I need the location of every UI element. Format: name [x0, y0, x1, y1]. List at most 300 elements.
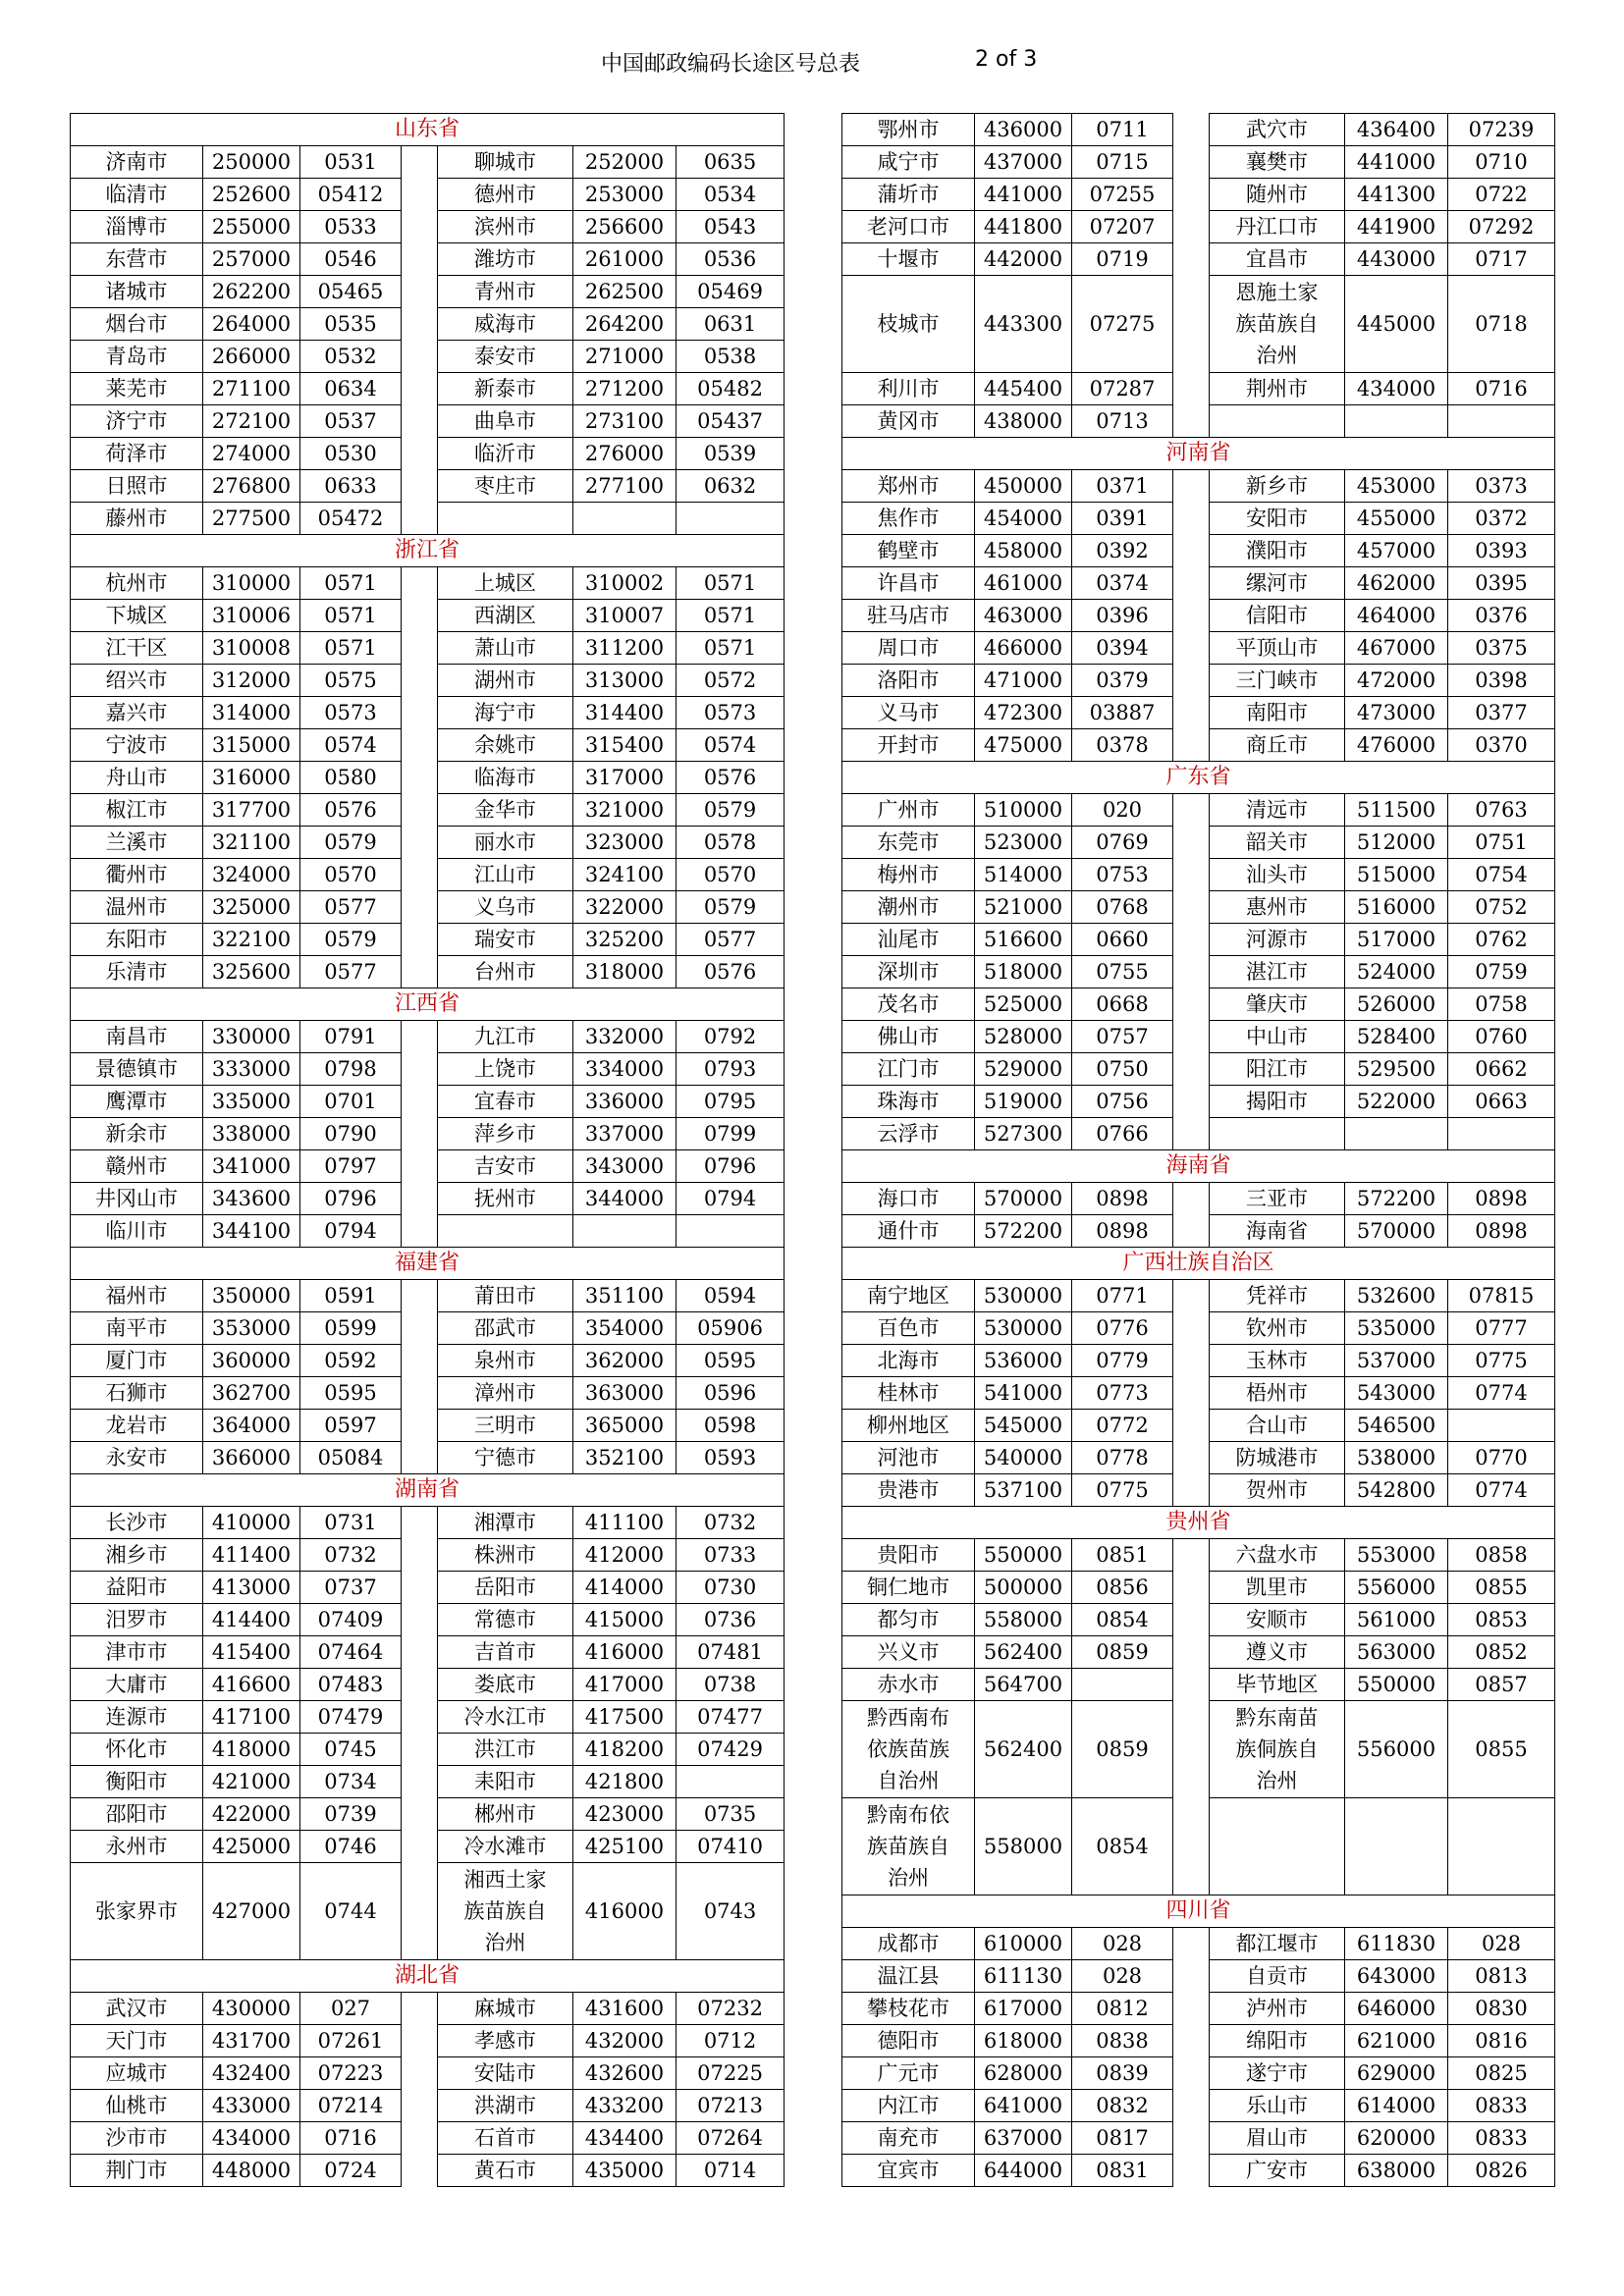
postal-code: 423000 — [573, 1798, 677, 1831]
city: 贵阳市 — [842, 1539, 975, 1572]
area-code: 07232 — [677, 1993, 785, 2025]
table-row — [842, 1993, 1555, 2025]
column-separator — [402, 1086, 438, 1118]
postal-code: 264200 — [573, 308, 677, 341]
table-row — [71, 1539, 785, 1572]
province-header-row — [71, 535, 785, 567]
area-code: 0772 — [1072, 1410, 1173, 1442]
city: 益阳市 — [71, 1572, 203, 1604]
city: 南宁地区 — [842, 1280, 975, 1312]
area-code: 0779 — [1072, 1345, 1173, 1377]
postal-code: 311200 — [573, 632, 677, 665]
area-code: 0701 — [300, 1086, 402, 1118]
postal-code: 364000 — [203, 1410, 300, 1442]
city: 临沂市 — [438, 438, 573, 470]
area-code: 0378 — [1072, 729, 1173, 762]
table-row — [842, 891, 1555, 924]
city: 温江县 — [842, 1960, 975, 1993]
column-separator — [1173, 243, 1210, 276]
city: 内江市 — [842, 2090, 975, 2122]
city: 海宁市 — [438, 697, 573, 729]
table-row — [71, 1280, 785, 1312]
postal-code: 262500 — [573, 276, 677, 308]
area-code: 0759 — [1448, 956, 1555, 988]
area-code: 07287 — [1072, 373, 1173, 405]
postal-code: 427000 — [203, 1863, 300, 1960]
column-separator — [1173, 1960, 1210, 1993]
column-separator — [402, 2025, 438, 2057]
area-code: 0571 — [300, 600, 402, 632]
city: 信阳市 — [1210, 600, 1345, 632]
column-separator — [1173, 988, 1210, 1021]
area-code: 0576 — [677, 956, 785, 988]
area-code: 0571 — [677, 600, 785, 632]
table-row — [842, 2025, 1555, 2057]
postal-code: 441300 — [1345, 179, 1448, 211]
postal-code: 441000 — [1345, 146, 1448, 179]
city: 衡阳市 — [71, 1766, 203, 1798]
city: 玉林市 — [1210, 1345, 1345, 1377]
area-code: 0774 — [1448, 1474, 1555, 1507]
province-name: 浙江省 — [71, 535, 785, 567]
city: 南充市 — [842, 2122, 975, 2155]
postal-code: 310002 — [573, 567, 677, 600]
table-row — [71, 243, 785, 276]
city: 新余市 — [71, 1118, 203, 1150]
area-code: 0793 — [677, 1053, 785, 1086]
area-code: 0859 — [1072, 1701, 1173, 1798]
area-code: 0736 — [677, 1604, 785, 1636]
postal-code: 343600 — [203, 1183, 300, 1215]
table-row — [71, 1669, 785, 1701]
postal-code: 433200 — [573, 2090, 677, 2122]
province-header-row — [842, 1248, 1555, 1280]
table-row — [842, 697, 1555, 729]
area-code: 0898 — [1072, 1183, 1173, 1215]
postal-code: 541000 — [975, 1377, 1072, 1410]
column-separator — [1173, 697, 1210, 729]
column-separator — [402, 503, 438, 535]
postal-code: 448000 — [203, 2155, 300, 2187]
table-row — [842, 2057, 1555, 2090]
postal-code: 315400 — [573, 729, 677, 762]
table-row — [71, 341, 785, 373]
table-row — [842, 600, 1555, 632]
area-code: 0534 — [677, 179, 785, 211]
column-separator — [1173, 146, 1210, 179]
city: 邵阳市 — [71, 1798, 203, 1831]
postal-code: 528000 — [975, 1021, 1072, 1053]
postal-code: 432400 — [203, 2057, 300, 2090]
area-code: 0579 — [300, 924, 402, 956]
city: 仙桃市 — [71, 2090, 203, 2122]
area-code: 0374 — [1072, 567, 1173, 600]
table-row — [71, 1507, 785, 1539]
postal-code: 255000 — [203, 211, 300, 243]
table-row — [71, 2057, 785, 2090]
area-code: 0376 — [1448, 600, 1555, 632]
city: 大庸市 — [71, 1669, 203, 1701]
area-code: 0791 — [300, 1021, 402, 1053]
area-code: 07223 — [300, 2057, 402, 2090]
city: 遂宁市 — [1210, 2057, 1345, 2090]
table-row — [71, 1312, 785, 1345]
area-code: 0391 — [1072, 503, 1173, 535]
postal-code: 412000 — [573, 1539, 677, 1572]
column-separator — [402, 405, 438, 438]
city: 郴州市 — [438, 1798, 573, 1831]
postal-code: 431700 — [203, 2025, 300, 2057]
column-separator — [1173, 373, 1210, 405]
column-separator — [1173, 665, 1210, 697]
area-code — [1448, 1118, 1555, 1150]
city: 长沙市 — [71, 1507, 203, 1539]
city: 许昌市 — [842, 567, 975, 600]
column-separator — [1173, 1053, 1210, 1086]
table-row — [842, 243, 1555, 276]
postal-code: 274000 — [203, 438, 300, 470]
column-separator — [1173, 470, 1210, 503]
column-separator — [1173, 859, 1210, 891]
postal-code: 618000 — [975, 2025, 1072, 2057]
postal-code: 335000 — [203, 1086, 300, 1118]
area-code: 05084 — [300, 1442, 402, 1474]
area-code: 07213 — [677, 2090, 785, 2122]
area-code: 0715 — [1072, 146, 1173, 179]
area-code: 0714 — [677, 2155, 785, 2187]
area-code: 07264 — [677, 2122, 785, 2155]
area-code: 0743 — [677, 1863, 785, 1960]
column-separator — [402, 600, 438, 632]
postal-code: 338000 — [203, 1118, 300, 1150]
postal-code: 472300 — [975, 697, 1072, 729]
postal-code: 621000 — [1345, 2025, 1448, 2057]
postal-code: 435000 — [573, 2155, 677, 2187]
city: 台州市 — [438, 956, 573, 988]
city: 河源市 — [1210, 924, 1345, 956]
postal-code: 415400 — [203, 1636, 300, 1669]
table-row — [842, 1345, 1555, 1377]
postal-code: 546500 — [1345, 1410, 1448, 1442]
province-header-row — [842, 1150, 1555, 1183]
city: 枣庄市 — [438, 470, 573, 503]
area-code: 0898 — [1448, 1215, 1555, 1248]
city: 成都市 — [842, 1928, 975, 1960]
postal-code: 414000 — [573, 1572, 677, 1604]
table-row — [842, 859, 1555, 891]
area-code: 0530 — [300, 438, 402, 470]
column-separator — [402, 1410, 438, 1442]
city: 张家界市 — [71, 1863, 203, 1960]
area-code: 0711 — [1072, 114, 1173, 146]
area-code: 0798 — [300, 1053, 402, 1086]
postal-code: 418000 — [203, 1734, 300, 1766]
column-separator — [402, 1539, 438, 1572]
city: 十堰市 — [842, 243, 975, 276]
postal-code: 325600 — [203, 956, 300, 988]
postal-code: 354000 — [573, 1312, 677, 1345]
column-separator — [1173, 535, 1210, 567]
city: 诸城市 — [71, 276, 203, 308]
postal-code: 570000 — [1345, 1215, 1448, 1248]
postal-code: 638000 — [1345, 2155, 1448, 2187]
postal-code: 536000 — [975, 1345, 1072, 1377]
column-separator — [1173, 276, 1210, 373]
city: 麻城市 — [438, 1993, 573, 2025]
table-row — [71, 1766, 785, 1798]
table-row — [842, 1604, 1555, 1636]
city: 冷水滩市 — [438, 1831, 573, 1863]
city: 安阳市 — [1210, 503, 1345, 535]
postal-code: 363000 — [573, 1377, 677, 1410]
city — [1210, 405, 1345, 438]
table-row — [842, 2155, 1555, 2187]
table-row — [842, 470, 1555, 503]
postal-code: 445400 — [975, 373, 1072, 405]
area-code: 0817 — [1072, 2122, 1173, 2155]
column-separator — [1173, 827, 1210, 859]
postal-code: 271200 — [573, 373, 677, 405]
area-code: 0858 — [1448, 1539, 1555, 1572]
area-code: 05906 — [677, 1312, 785, 1345]
area-code: 0393 — [1448, 535, 1555, 567]
postal-code: 271100 — [203, 373, 300, 405]
table-row — [842, 1377, 1555, 1410]
area-code: 0859 — [1072, 1636, 1173, 1669]
postal-code: 512000 — [1345, 827, 1448, 859]
column-separator — [1173, 2122, 1210, 2155]
table-row — [71, 373, 785, 405]
area-code: 0851 — [1072, 1539, 1173, 1572]
province-header-row — [71, 114, 785, 146]
area-code: 05465 — [300, 276, 402, 308]
postal-code: 537000 — [1345, 1345, 1448, 1377]
city: 娄底市 — [438, 1669, 573, 1701]
postal-code: 561000 — [1345, 1604, 1448, 1636]
area-code: 0375 — [1448, 632, 1555, 665]
area-code: 0634 — [300, 373, 402, 405]
table-row — [842, 405, 1555, 438]
area-code: 0739 — [300, 1798, 402, 1831]
city: 百色市 — [842, 1312, 975, 1345]
area-code: 0571 — [300, 632, 402, 665]
column-separator — [1173, 405, 1210, 438]
postal-code: 252600 — [203, 179, 300, 211]
column-separator — [402, 1572, 438, 1604]
city: 安顺市 — [1210, 1604, 1345, 1636]
city: 鄂州市 — [842, 114, 975, 146]
area-code: 0579 — [300, 827, 402, 859]
area-code: 0734 — [300, 1766, 402, 1798]
postal-code: 262200 — [203, 276, 300, 308]
city: 武汉市 — [71, 1993, 203, 2025]
area-code: 0737 — [300, 1572, 402, 1604]
area-code: 0546 — [300, 243, 402, 276]
area-code: 0660 — [1072, 924, 1173, 956]
postal-code: 330000 — [203, 1021, 300, 1053]
postal-code: 563000 — [1345, 1636, 1448, 1669]
city: 毕节地区 — [1210, 1669, 1345, 1701]
area-code: 0853 — [1448, 1604, 1555, 1636]
area-code: 0774 — [1448, 1377, 1555, 1410]
city: 黔东南苗 族侗族自 治州 — [1210, 1701, 1345, 1798]
area-code: 0598 — [677, 1410, 785, 1442]
column-separator — [402, 924, 438, 956]
postal-code: 538000 — [1345, 1442, 1448, 1474]
table-row — [842, 827, 1555, 859]
city: 湖州市 — [438, 665, 573, 697]
city: 应城市 — [71, 2057, 203, 2090]
column-separator — [402, 1669, 438, 1701]
area-code: 0770 — [1448, 1442, 1555, 1474]
province-name: 湖北省 — [71, 1960, 785, 1993]
area-code: 0531 — [300, 146, 402, 179]
city: 清远市 — [1210, 794, 1345, 827]
column-separator — [1173, 2025, 1210, 2057]
area-code: 0373 — [1448, 470, 1555, 503]
postal-code: 337000 — [573, 1118, 677, 1150]
column-separator — [402, 470, 438, 503]
area-code: 0757 — [1072, 1021, 1173, 1053]
city: 泰安市 — [438, 341, 573, 373]
postal-code: 312000 — [203, 665, 300, 697]
table-row — [71, 827, 785, 859]
column-separator — [402, 632, 438, 665]
city: 龙岩市 — [71, 1410, 203, 1442]
city: 济南市 — [71, 146, 203, 179]
table-row — [71, 1021, 785, 1053]
postal-code: 453000 — [1345, 470, 1448, 503]
postal-code: 450000 — [975, 470, 1072, 503]
area-code: 0738 — [677, 1669, 785, 1701]
city: 津市市 — [71, 1636, 203, 1669]
city: 柳州地区 — [842, 1410, 975, 1442]
city: 萍乡市 — [438, 1118, 573, 1150]
area-code: 0392 — [1072, 535, 1173, 567]
city: 吉安市 — [438, 1150, 573, 1183]
left-table-body — [71, 114, 785, 2187]
table-row — [71, 665, 785, 697]
city: 都江堰市 — [1210, 1928, 1345, 1960]
city: 钦州市 — [1210, 1312, 1345, 1345]
postal-code: 550000 — [975, 1539, 1072, 1572]
area-code: 0538 — [677, 341, 785, 373]
postal-code: 321100 — [203, 827, 300, 859]
city: 杭州市 — [71, 567, 203, 600]
column-separator — [1173, 179, 1210, 211]
column-separator — [402, 1312, 438, 1345]
column-separator — [402, 1636, 438, 1669]
postal-code: 517000 — [1345, 924, 1448, 956]
city: 丹江口市 — [1210, 211, 1345, 243]
area-code: 0372 — [1448, 503, 1555, 535]
table-row — [71, 1053, 785, 1086]
table-row — [842, 988, 1555, 1021]
city: 德阳市 — [842, 2025, 975, 2057]
postal-code: 441800 — [975, 211, 1072, 243]
city: 抚州市 — [438, 1183, 573, 1215]
area-code: 0750 — [1072, 1053, 1173, 1086]
column-separator — [1173, 1377, 1210, 1410]
postal-code: 264000 — [203, 308, 300, 341]
postal-code: 277100 — [573, 470, 677, 503]
postal-code: 454000 — [975, 503, 1072, 535]
postal-code: 324000 — [203, 859, 300, 891]
city: 乐清市 — [71, 956, 203, 988]
postal-code: 350000 — [203, 1280, 300, 1312]
city: 六盘水市 — [1210, 1539, 1345, 1572]
city: 临清市 — [71, 179, 203, 211]
postal-code: 442000 — [975, 243, 1072, 276]
column-separator — [1173, 1410, 1210, 1442]
area-code: 0719 — [1072, 243, 1173, 276]
area-code: 028 — [1072, 1928, 1173, 1960]
city: 濮阳市 — [1210, 535, 1345, 567]
postal-code: 529500 — [1345, 1053, 1448, 1086]
city: 怀化市 — [71, 1734, 203, 1766]
city — [1210, 1798, 1345, 1896]
postal-code: 514000 — [975, 859, 1072, 891]
city: 凭祥市 — [1210, 1280, 1345, 1312]
area-code: 0855 — [1448, 1572, 1555, 1604]
area-code: 0631 — [677, 308, 785, 341]
postal-code: 325200 — [573, 924, 677, 956]
area-code: 0398 — [1448, 665, 1555, 697]
postal-code: 437000 — [975, 146, 1072, 179]
postal-code: 532600 — [1345, 1280, 1448, 1312]
city: 湛江市 — [1210, 956, 1345, 988]
area-code: 07429 — [677, 1734, 785, 1766]
postal-code: 271000 — [573, 341, 677, 373]
area-code: 05437 — [677, 405, 785, 438]
area-code: 0732 — [677, 1507, 785, 1539]
postal-code: 362700 — [203, 1377, 300, 1410]
area-code: 0760 — [1448, 1021, 1555, 1053]
postal-code: 570000 — [975, 1183, 1072, 1215]
postal-code: 252000 — [573, 146, 677, 179]
table-row — [71, 1345, 785, 1377]
city: 岳阳市 — [438, 1572, 573, 1604]
column-separator — [402, 1345, 438, 1377]
postal-code: 416000 — [573, 1636, 677, 1669]
postal-code: 610000 — [975, 1928, 1072, 1960]
area-code: 020 — [1072, 794, 1173, 827]
column-separator — [402, 373, 438, 405]
postal-code: 417000 — [573, 1669, 677, 1701]
city: 曲阜市 — [438, 405, 573, 438]
postal-code: 562400 — [975, 1636, 1072, 1669]
city: 佛山市 — [842, 1021, 975, 1053]
postal-code: 462000 — [1345, 567, 1448, 600]
postal-code: 515000 — [1345, 859, 1448, 891]
postal-code: 458000 — [975, 535, 1072, 567]
table-row — [71, 1150, 785, 1183]
postal-code: 529000 — [975, 1053, 1072, 1086]
column-separator — [402, 308, 438, 341]
column-separator — [402, 243, 438, 276]
postal-code: 537100 — [975, 1474, 1072, 1507]
city: 通什市 — [842, 1215, 975, 1248]
area-code: 05482 — [677, 373, 785, 405]
city: 新乡市 — [1210, 470, 1345, 503]
city: 萧山市 — [438, 632, 573, 665]
city: 东莞市 — [842, 827, 975, 859]
column-separator — [402, 762, 438, 794]
city: 临海市 — [438, 762, 573, 794]
postal-code: 457000 — [1345, 535, 1448, 567]
area-code: 0755 — [1072, 956, 1173, 988]
province-header-row — [71, 1248, 785, 1280]
